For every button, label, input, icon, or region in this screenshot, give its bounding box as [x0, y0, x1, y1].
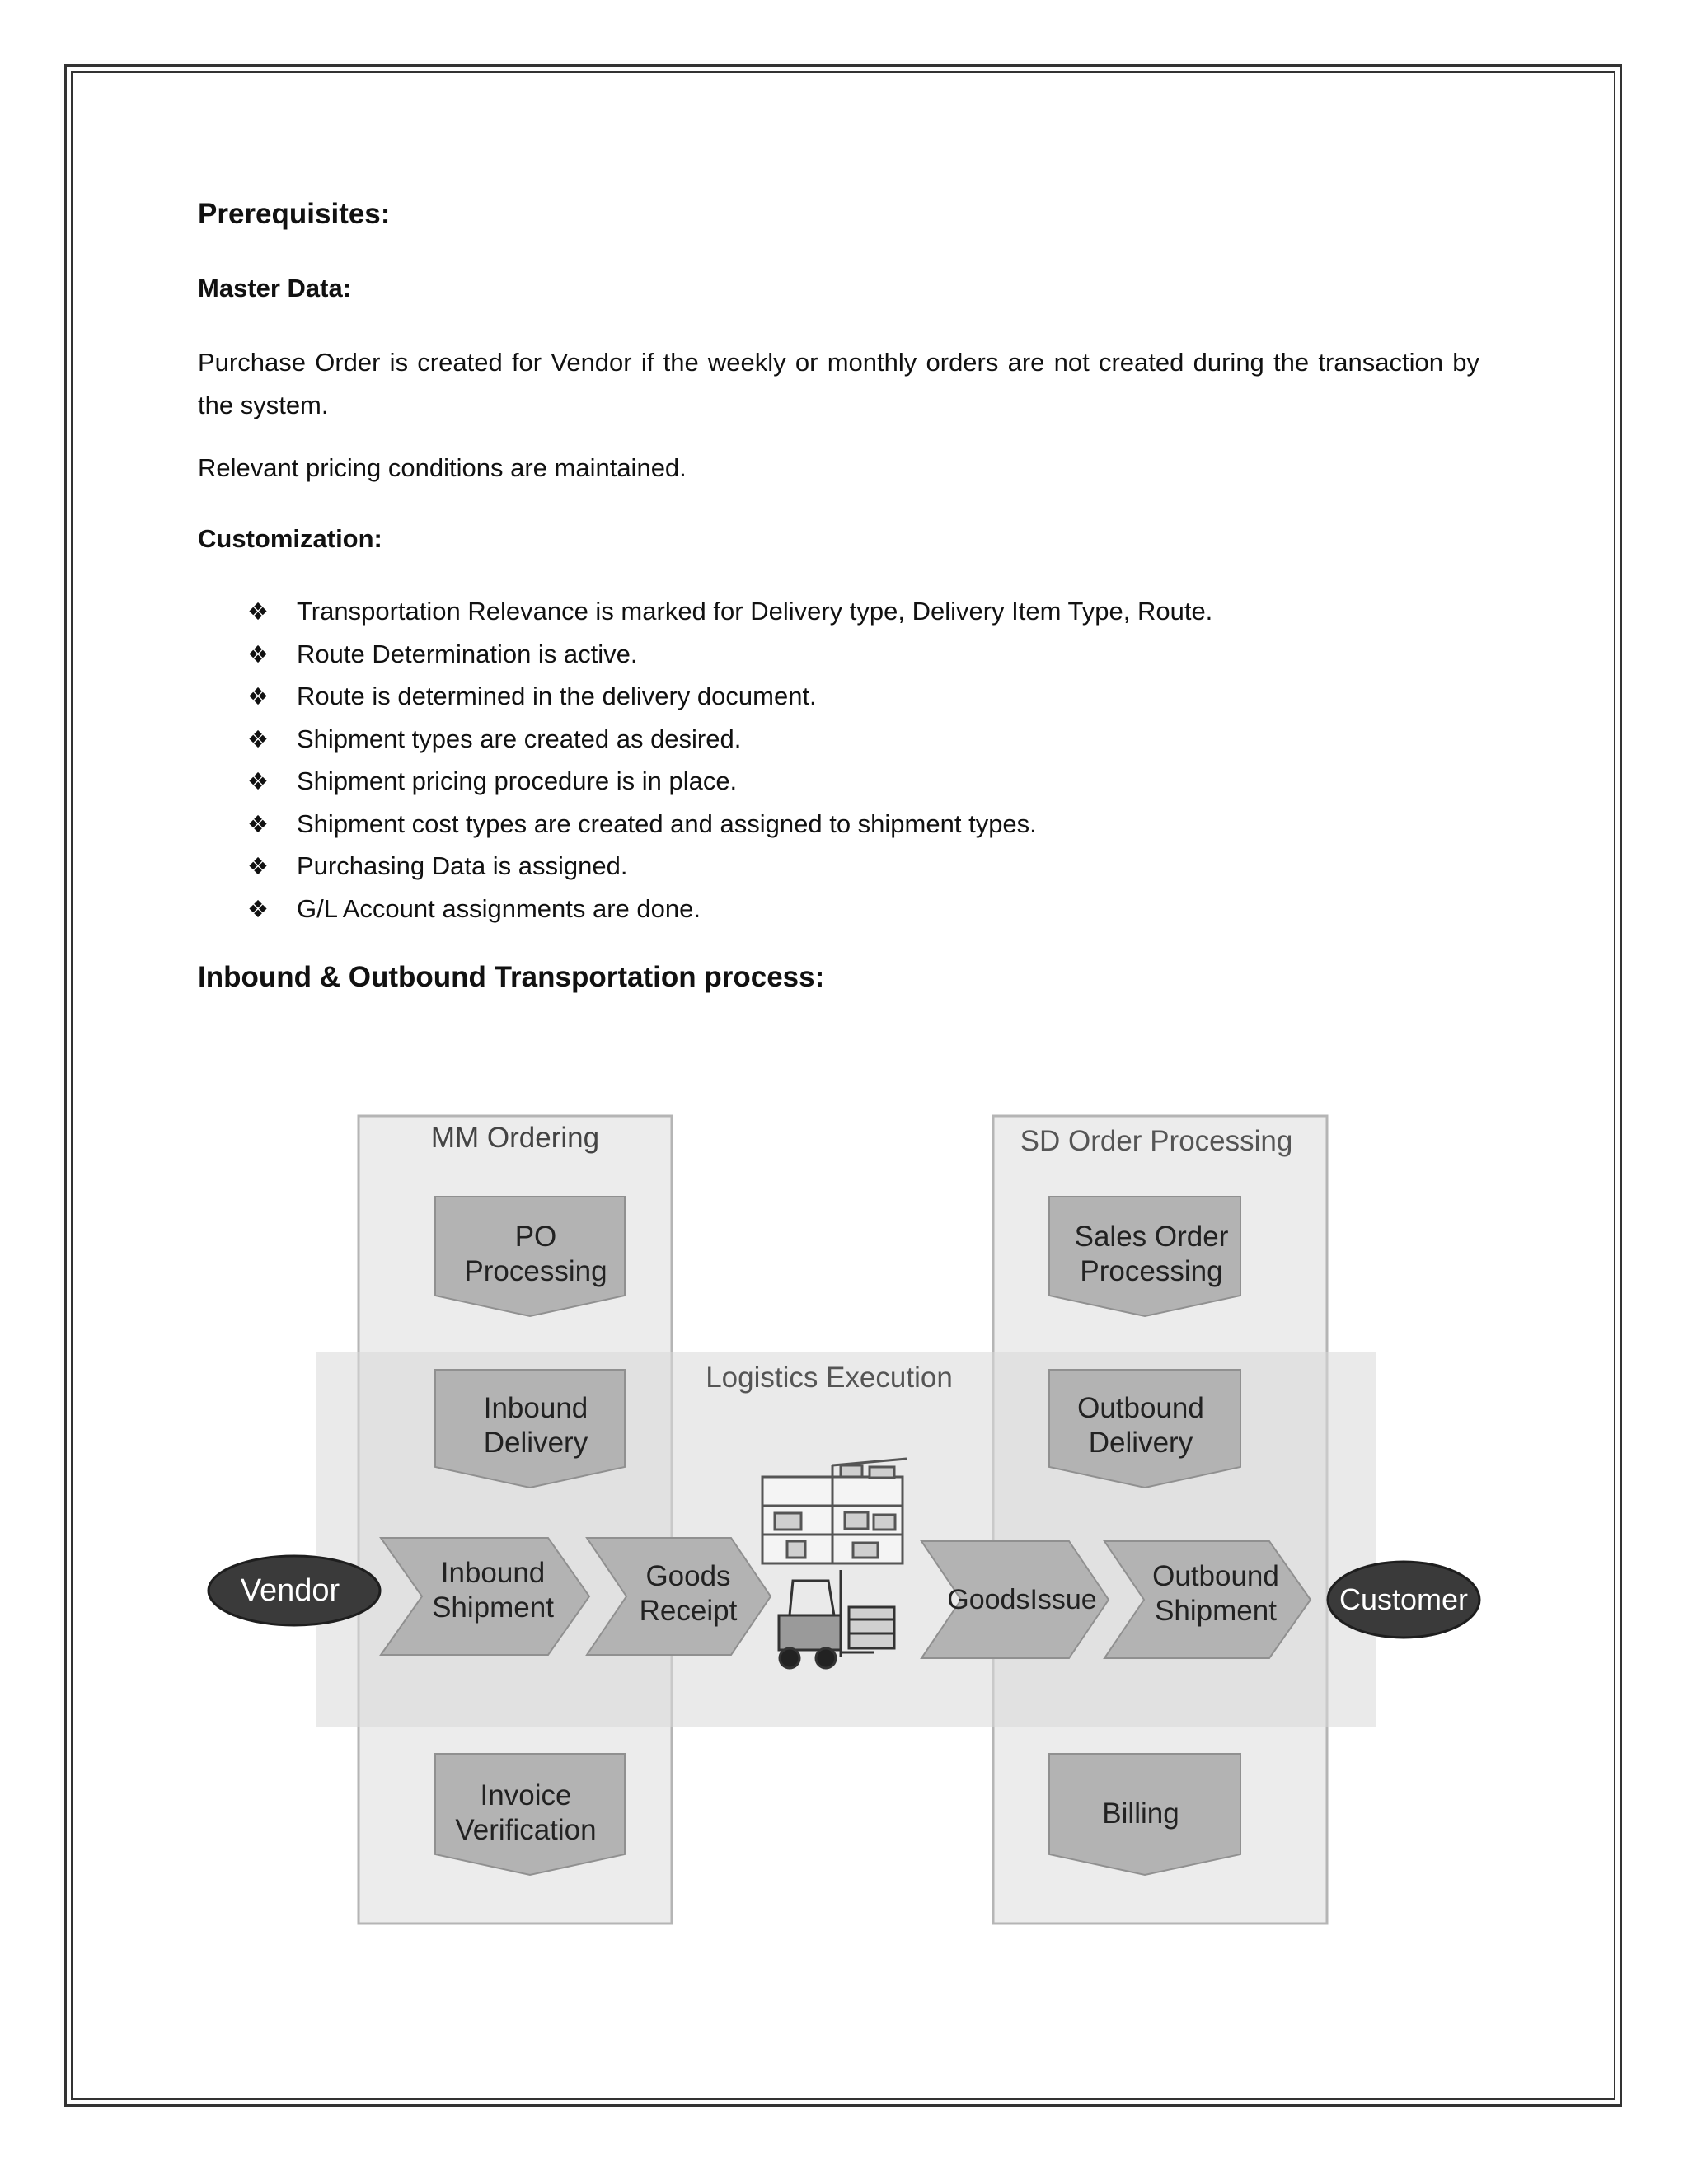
- pricing-paragraph: Relevant pricing conditions are maintained.: [198, 453, 687, 482]
- outbound-delivery-line-2: Delivery: [1088, 1427, 1193, 1459]
- master-data-heading: Master Data:: [198, 274, 352, 302]
- list-item: ❖ Route is determined in the delivery document.: [247, 675, 1212, 718]
- vendor-label: Vendor: [240, 1573, 340, 1608]
- list-item: ❖ Shipment cost types are created and assigned to shipment types.: [247, 803, 1212, 846]
- master-data-paragraph: Purchase Order is created for Vendor if the weekly or monthly orders are not created during the transaction by the system.: [198, 348, 1479, 419]
- vendor-node: [209, 1556, 380, 1625]
- inbound-delivery-line-2: Delivery: [483, 1427, 588, 1459]
- sd-order-processing-label: SD Order Processing: [1020, 1125, 1293, 1157]
- invoice-verification-line-1: Invoice: [480, 1779, 572, 1811]
- inbound-shipment-line-2: Shipment: [432, 1591, 554, 1624]
- process-heading: Inbound & Outbound Transportation process:: [198, 961, 825, 993]
- outbound-delivery-step: [1049, 1370, 1240, 1488]
- diamond-bullet-icon: ❖: [247, 726, 269, 753]
- inbound-shipment-line-1: Inbound: [440, 1557, 546, 1589]
- goods-receipt-line-1: Goods: [645, 1560, 731, 1592]
- sales-order-processing-step: [1049, 1197, 1240, 1316]
- customer-label: Customer: [1339, 1582, 1469, 1616]
- goods-issue-step: [921, 1541, 1109, 1658]
- diamond-bullet-icon: ❖: [247, 641, 269, 668]
- list-item: ❖ Transportation Relevance is marked for Delivery type, Delivery Item Type, Route.: [247, 590, 1212, 633]
- diamond-bullet-icon: ❖: [247, 684, 269, 710]
- outbound-shipment-line-1: Outbound: [1152, 1560, 1279, 1592]
- list-item: ❖ Route Determination is active.: [247, 633, 1212, 676]
- customer-node: [1328, 1562, 1479, 1638]
- goods-issue-label: GoodsIssue: [947, 1584, 1097, 1615]
- outbound-delivery-line-1: Outbound: [1077, 1392, 1204, 1424]
- diamond-bullet-icon: ❖: [247, 811, 269, 838]
- billing-label: Billing: [1102, 1797, 1179, 1830]
- po-processing-step: [435, 1197, 625, 1316]
- outbound-shipment-line-2: Shipment: [1155, 1595, 1277, 1627]
- list-item: ❖ Shipment pricing procedure is in place.: [247, 760, 1212, 803]
- list-item: ❖ G/L Account assignments are done.: [247, 888, 1212, 930]
- logistics-execution-label: Logistics Execution: [706, 1361, 953, 1394]
- diamond-bullet-icon: ❖: [247, 769, 269, 795]
- po-processing-line-1: PO: [514, 1221, 557, 1253]
- billing-step: [1049, 1754, 1240, 1875]
- sales-order-processing-line-1: Sales Order: [1074, 1221, 1229, 1253]
- po-processing-line-2: Processing: [464, 1255, 607, 1287]
- diamond-bullet-icon: ❖: [247, 854, 269, 880]
- customization-heading: Customization:: [198, 524, 382, 553]
- invoice-verification-line-2: Verification: [455, 1814, 597, 1846]
- inbound-delivery-step: [435, 1370, 625, 1488]
- mm-ordering-label: MM Ordering: [430, 1122, 600, 1154]
- goods-receipt-line-2: Receipt: [639, 1595, 738, 1627]
- list-item: ❖ Shipment types are created as desired.: [247, 718, 1212, 761]
- list-item: ❖ Purchasing Data is assigned.: [247, 845, 1212, 888]
- prerequisites-heading: Prerequisites:: [198, 198, 391, 230]
- sales-order-processing-line-2: Processing: [1080, 1255, 1223, 1287]
- diamond-bullet-icon: ❖: [247, 896, 269, 923]
- diamond-bullet-icon: ❖: [247, 599, 269, 626]
- inbound-delivery-line-1: Inbound: [483, 1392, 588, 1424]
- invoice-verification-step: [435, 1754, 625, 1875]
